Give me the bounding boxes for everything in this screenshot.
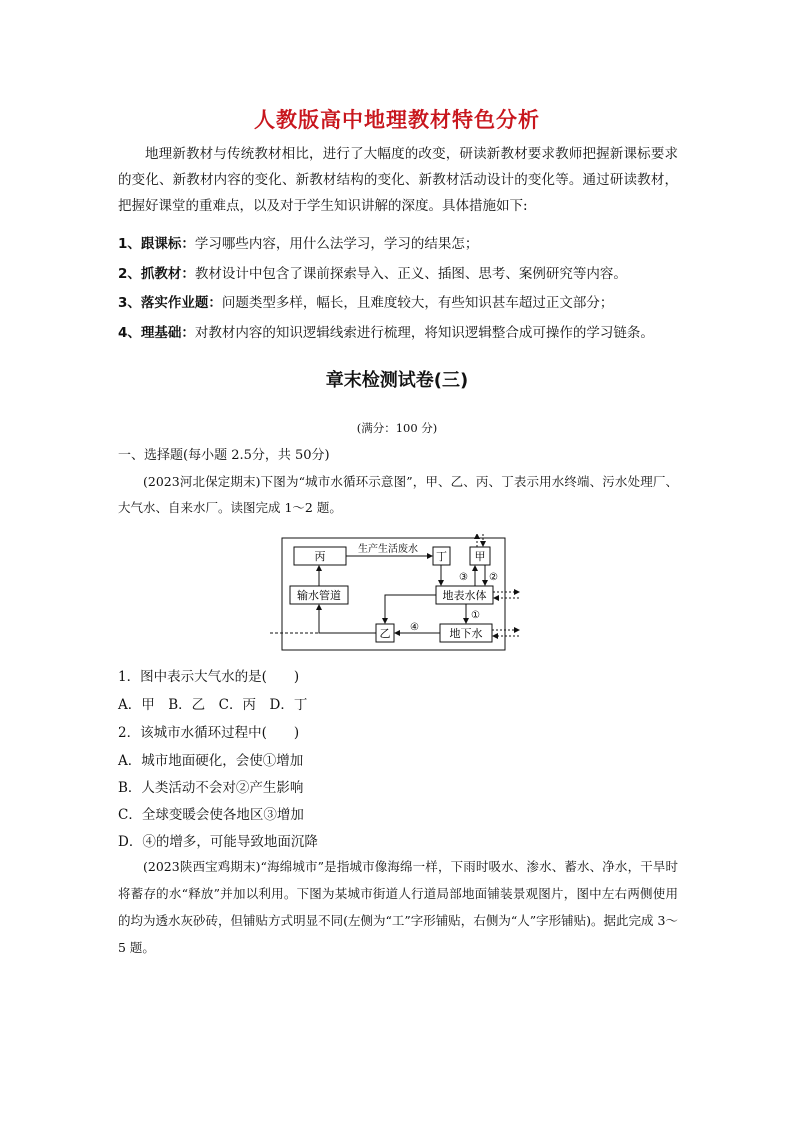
question-1-options: A．甲 B．乙 C．丙 D．丁 bbox=[118, 697, 308, 713]
arrow-yi-pipe bbox=[319, 605, 376, 633]
measure-item-2: 2、抓教材：教材设计中包含了课前探索导入、正义、插图、思考、案例研究等内容。 bbox=[118, 265, 627, 282]
label-c1: ① bbox=[471, 610, 480, 621]
exam-score: (满分：100 分) bbox=[356, 421, 438, 435]
arrow-surface-yi bbox=[385, 595, 436, 623]
question-2-option-a: A．城市地面硬化，会使①增加 bbox=[118, 753, 304, 769]
label-c4: ④ bbox=[410, 622, 419, 633]
label-waste: 生产生活废水 bbox=[358, 544, 418, 555]
passage-1: (2023河北保定期末)下图为“城市水循环示意图”，甲、乙、丙、丁表示用水终端、污水处理厂、大气水、自来水厂。读图完成 1～2 题。 bbox=[118, 474, 678, 515]
label-yi: 乙 bbox=[379, 627, 391, 640]
exam-title: 章末检测试卷(三) bbox=[325, 370, 469, 391]
label-surface: 地表水体 bbox=[442, 589, 487, 602]
question-2: 2．该城市水循环过程中( ) bbox=[118, 725, 300, 741]
section-heading: 一、选择题(每小题 2.5分，共 50分) bbox=[118, 448, 330, 463]
label-ground: 地下水 bbox=[449, 627, 483, 640]
label-jia: 甲 bbox=[474, 550, 486, 563]
intro-paragraph: 地理新教材与传统教材相比，进行了大幅度的改变，研读新教材要求教师把握新课标要求的变化、新教材内容的变化、新教材结构的变化、新教材活动设计的变化等。通过研读教材，把握好课堂的重难点，以及对于学生知识讲解的深度。具体措施如下: bbox=[118, 146, 678, 214]
measure-item-4: 4、理基础：对教材内容的知识逻辑线索进行梳理，将知识逻辑整合成可操作的学习链条。 bbox=[118, 324, 654, 341]
question-2-option-d: D．④的增多，可能导致地面沉降 bbox=[118, 834, 318, 850]
page-title: 人教版高中地理教材特色分析 bbox=[254, 108, 540, 132]
label-c3: ③ bbox=[459, 572, 468, 583]
water-cycle-diagram bbox=[270, 534, 520, 654]
label-c2: ② bbox=[489, 572, 498, 583]
intro-section bbox=[118, 141, 678, 219]
measure-item-3: 3、落实作业题：问题类型多样，幅长，且难度较大，有些知识甚车超过正文部分； bbox=[118, 295, 614, 311]
measure-item-1: 1、跟课标：学习哪些内容，用什么法学习，学习的结果怎； bbox=[118, 236, 479, 252]
question-2-option-c: C．全球变暖会使各地区③增加 bbox=[118, 807, 304, 823]
label-bing: 丙 bbox=[314, 550, 326, 563]
label-pipe: 输水管道 bbox=[297, 589, 341, 602]
question-1: 1．图中表示大气水的是( ) bbox=[118, 669, 300, 685]
measures-list bbox=[118, 230, 688, 348]
label-ding: 丁 bbox=[436, 550, 447, 563]
question-2-option-b: B．人类活动不会对②产生影响 bbox=[118, 780, 304, 796]
passage-2: (2023陕西宝鸡期末)“海绵城市”是指城市像海绵一样，下雨时吸水、渗水、蓄水、净水，干旱时将蓄存的水“释放”并加以利用。下图为某城市街道人行道局部地面铺装景观图片，图中左右两侧使用的均为透水灰砂砖，但铺贴方式明显不同(左侧为“工”字形铺贴，右侧为“人”字形铺贴)。据此完成 3～5 题。 bbox=[118, 859, 678, 955]
